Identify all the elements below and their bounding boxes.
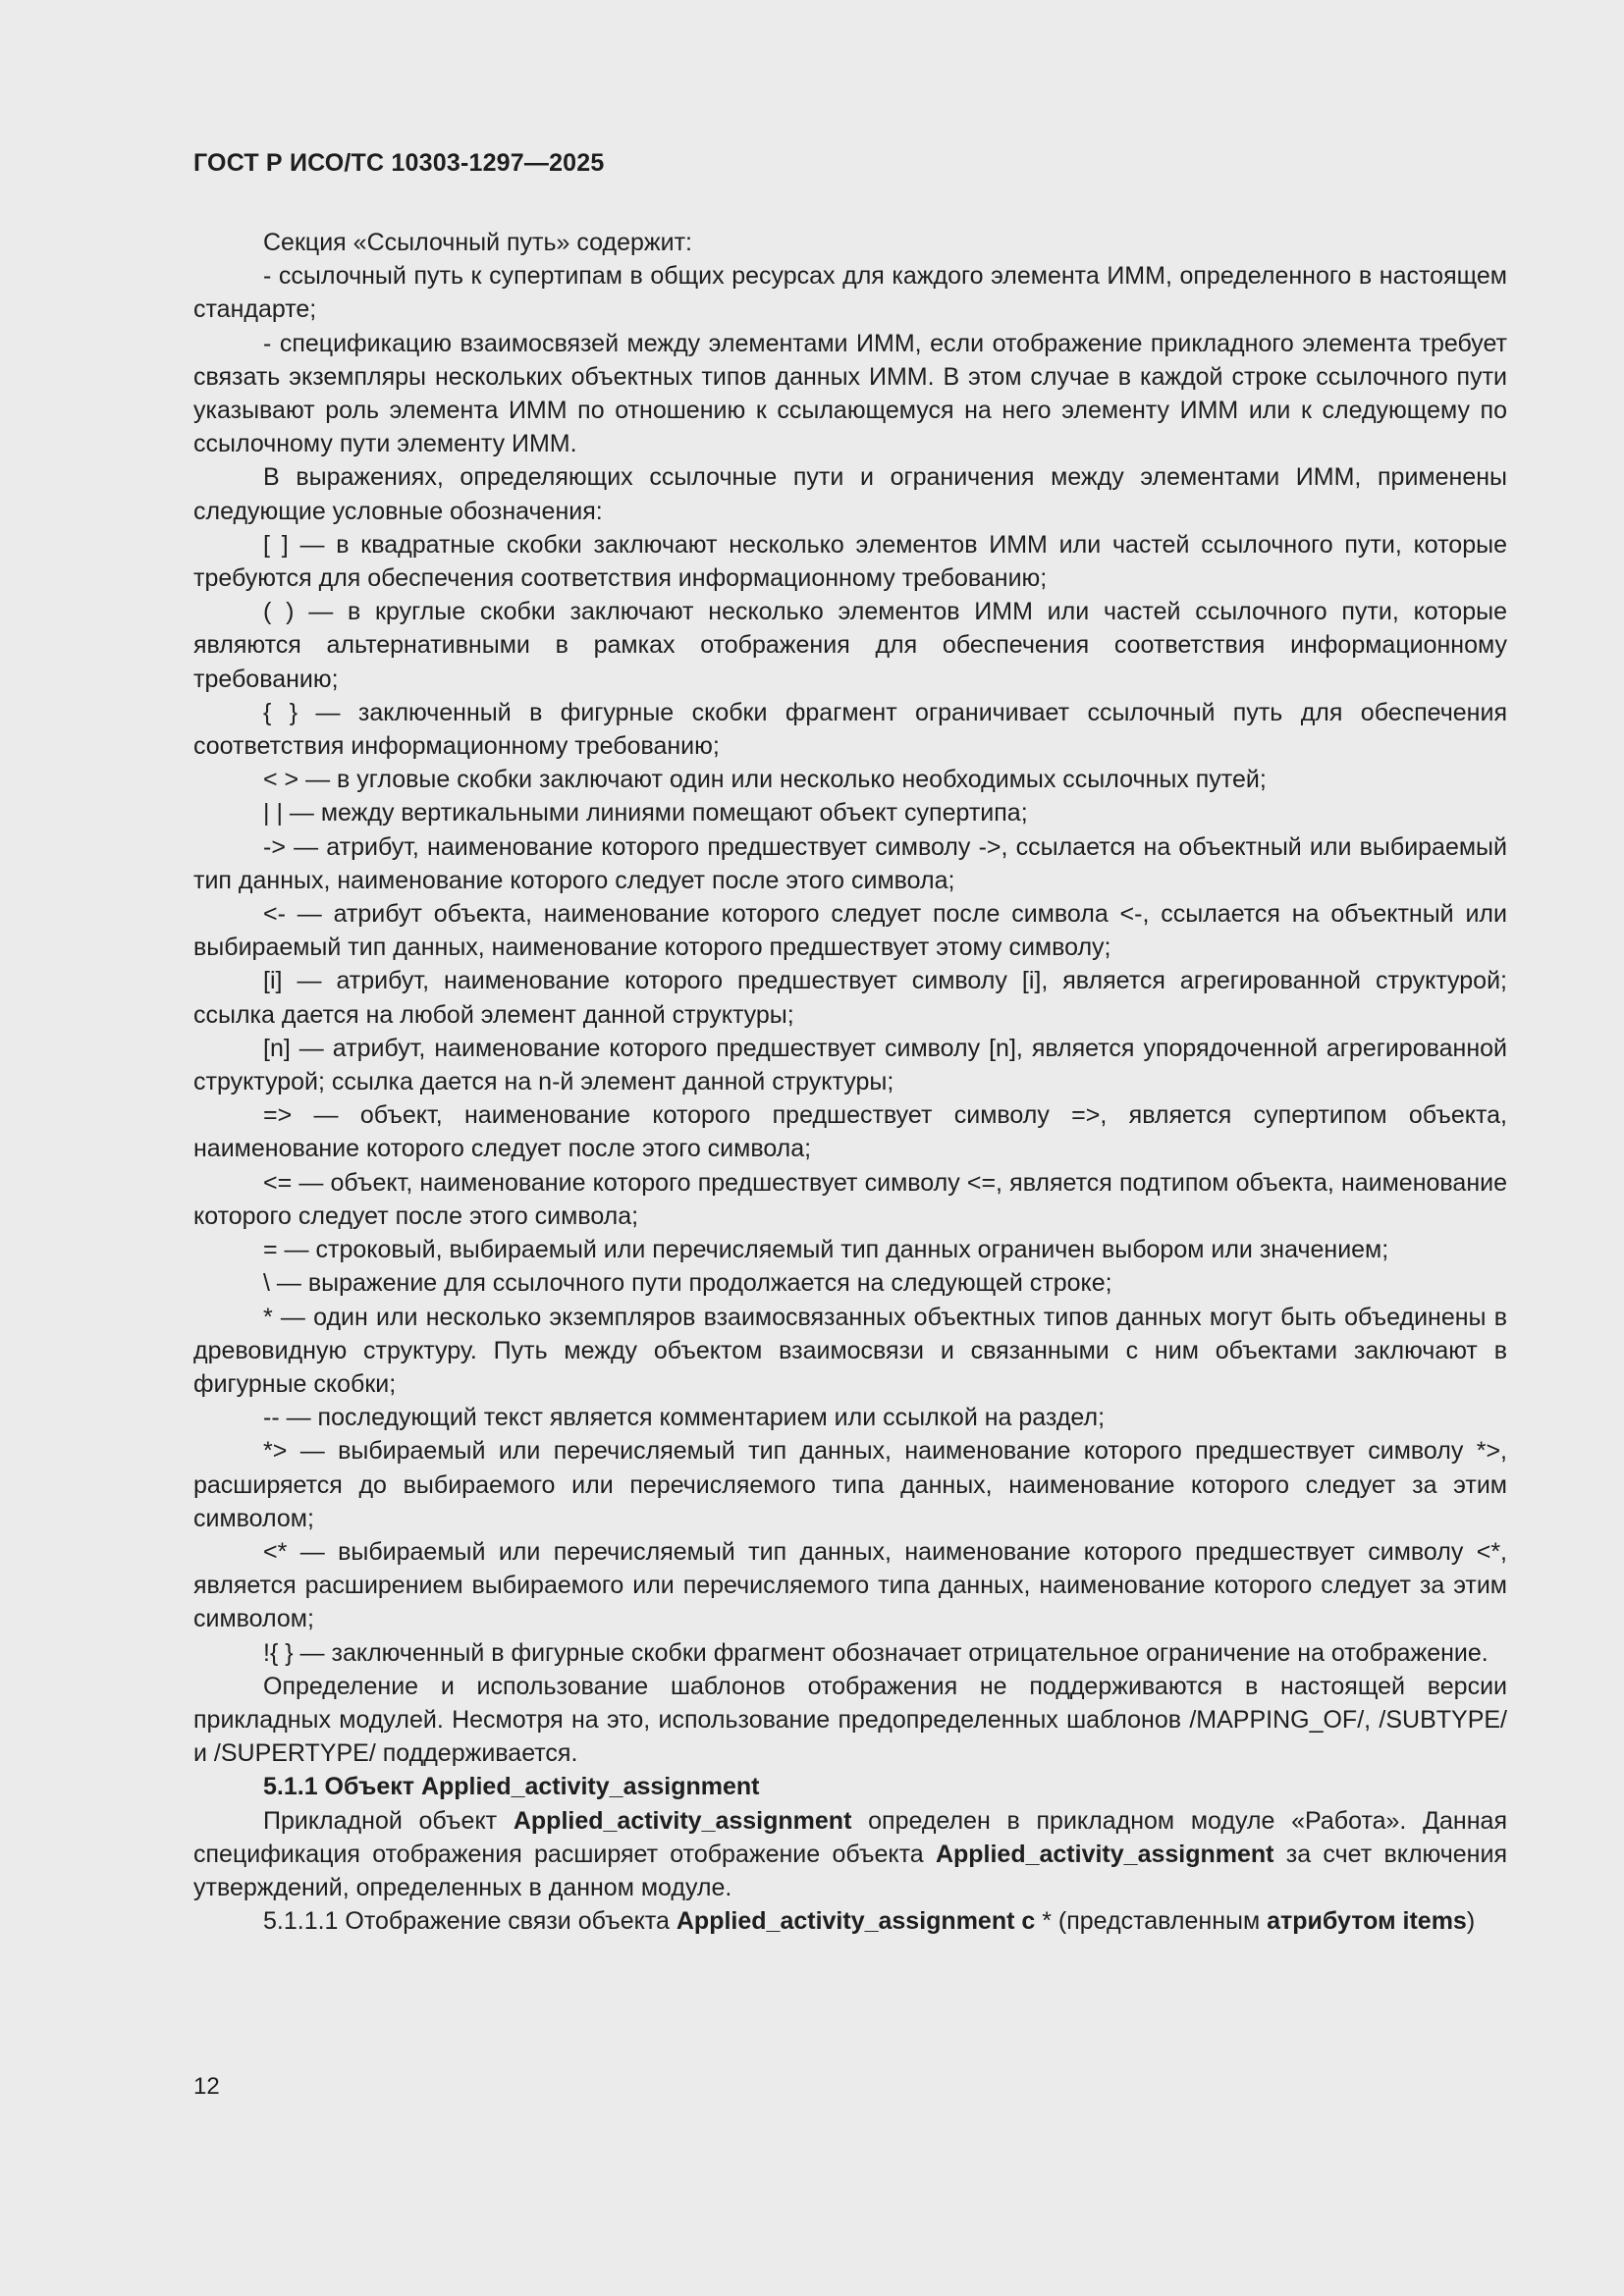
body-paragraph: ( ) — в круглые скобки заключают несколько элементов ИММ или частей ссылочного пути, которые являются альтернативными в рамках отображения для обеспечения соответствия информационному требованию; <box>193 598 1507 693</box>
body-paragraph: [n] — атрибут, наименование которого предшествует символу [n], является упорядоченной агрегированной структурой; ссылка дается на n-й элемент данной структуры; <box>193 1034 1507 1096</box>
document-header: ГОСТ Р ИСО/ТС 10303-1297—2025 <box>193 149 605 177</box>
page-number: 12 <box>193 2073 220 2100</box>
body-paragraph: | | — между вертикальными линиями помещают объект супертипа; <box>263 799 1028 828</box>
section-paragraph: Прикладной объект Applied_activity_assignment определен в прикладном модуле «Работа». Данная спецификация отображения расширяет отображение объекта Applied_activity_assignment за счет включения утверждений, определенных в данном модуле. <box>193 1806 1507 1901</box>
body-paragraph: * — один или несколько экземпляров взаимосвязанных объектных типов данных могут быть объединены в древовидную структуру. Путь между объектом взаимосвязи и связанными с ним объектами заключают в фигурные скобки; <box>193 1303 1507 1398</box>
body-paragraph: <- — атрибут объекта, наименование которого следует после символа <-, ссылается на объектный или выбираемый тип данных, наименование которого предшествует этому символу; <box>193 900 1507 962</box>
body-paragraph: *> — выбираемый или перечисляемый тип данных, наименование которого предшествует символу *>, расширяется до выбираемого или перечисляемого типа данных, наименование которого следует за этим символом; <box>193 1437 1507 1532</box>
subsection-heading: 5.1.1.1 Отображение связи объекта Applied_activity_assignment с * (представленным атрибутом items) <box>263 1907 1476 1936</box>
body-paragraph: !{ } — заключенный в фигурные скобки фрагмент обозначает отрицательное ограничение на отображение. <box>263 1638 1489 1667</box>
body-paragraph: Определение и использование шаблонов отображения не поддерживаются в настоящей версии прикладных модулей. Несмотря на это, использование предопределенных шаблонов /MAPPING_OF/, /SUBTYPE/ и /SUPERTYPE/ поддерживается. <box>193 1672 1507 1768</box>
page-content <box>193 226 1507 1938</box>
body-paragraph: { } — заключенный в фигурные скобки фрагмент ограничивает ссылочный путь для обеспечения соответствия информационному требованию; <box>193 698 1507 761</box>
body-paragraph: -> — атрибут, наименование которого предшествует символу ->, ссылается на объектный или выбираемый тип данных, наименование которого следует после этого символа; <box>193 832 1507 894</box>
section-heading: 5.1.1 Объект Applied_activity_assignment <box>263 1773 760 1801</box>
body-paragraph: [ ] — в квадратные скобки заключают несколько элементов ИММ или частей ссылочного пути, которые требуются для обеспечения соответствия информационному требованию; <box>193 530 1507 593</box>
body-paragraph: Секция «Ссылочный путь» содержит: <box>263 229 692 256</box>
paragraph-list <box>193 226 1507 1770</box>
body-paragraph: <* — выбираемый или перечисляемый тип данных, наименование которого предшествует символу <*, является расширением выбираемого или перечисляемого типа данных, наименование которого следует за этим символом; <box>193 1537 1507 1633</box>
body-paragraph: = — строковый, выбираемый или перечисляемый тип данных ограничен выбором или значением; <box>263 1236 1389 1264</box>
body-paragraph: => — объект, наименование которого предшествует символу =>, является супертипом объекта, наименование которого следует после этого символа; <box>193 1101 1507 1163</box>
body-paragraph: -- — последующий текст является комментарием или ссылкой на раздел; <box>263 1404 1106 1432</box>
body-paragraph: <= — объект, наименование которого предшествует символу <=, является подтипом объекта, наименование которого следует после этого символа; <box>193 1168 1507 1230</box>
body-paragraph: [i] — атрибут, наименование которого предшествует символу [i], является агрегированной структурой; ссылка дается на любой элемент данной структуры; <box>193 967 1507 1029</box>
body-paragraph: < > — в угловые скобки заключают один или несколько необходимых ссылочных путей; <box>263 766 1267 794</box>
body-paragraph: - спецификацию взаимосвязей между элементами ИММ, если отображение прикладного элемента требует связать экземпляры нескольких объектных типов данных ИММ. В этом случае в каждой строке ссылочного пути указывают роль элемента ИММ по отношению к ссылающемуся на него элементу ИММ или к следующему по ссылочному пути элементу ИММ. <box>193 329 1507 458</box>
body-paragraph: \ — выражение для ссылочного пути продолжается на следующей строке; <box>263 1269 1112 1298</box>
body-paragraph: - ссылочный путь к супертипам в общих ресурсах для каждого элемента ИММ, определенного в настоящем стандарте; <box>193 262 1507 324</box>
body-paragraph: В выражениях, определяющих ссылочные пути и ограничения между элементами ИММ, применены следующие условные обозначения: <box>193 463 1507 525</box>
